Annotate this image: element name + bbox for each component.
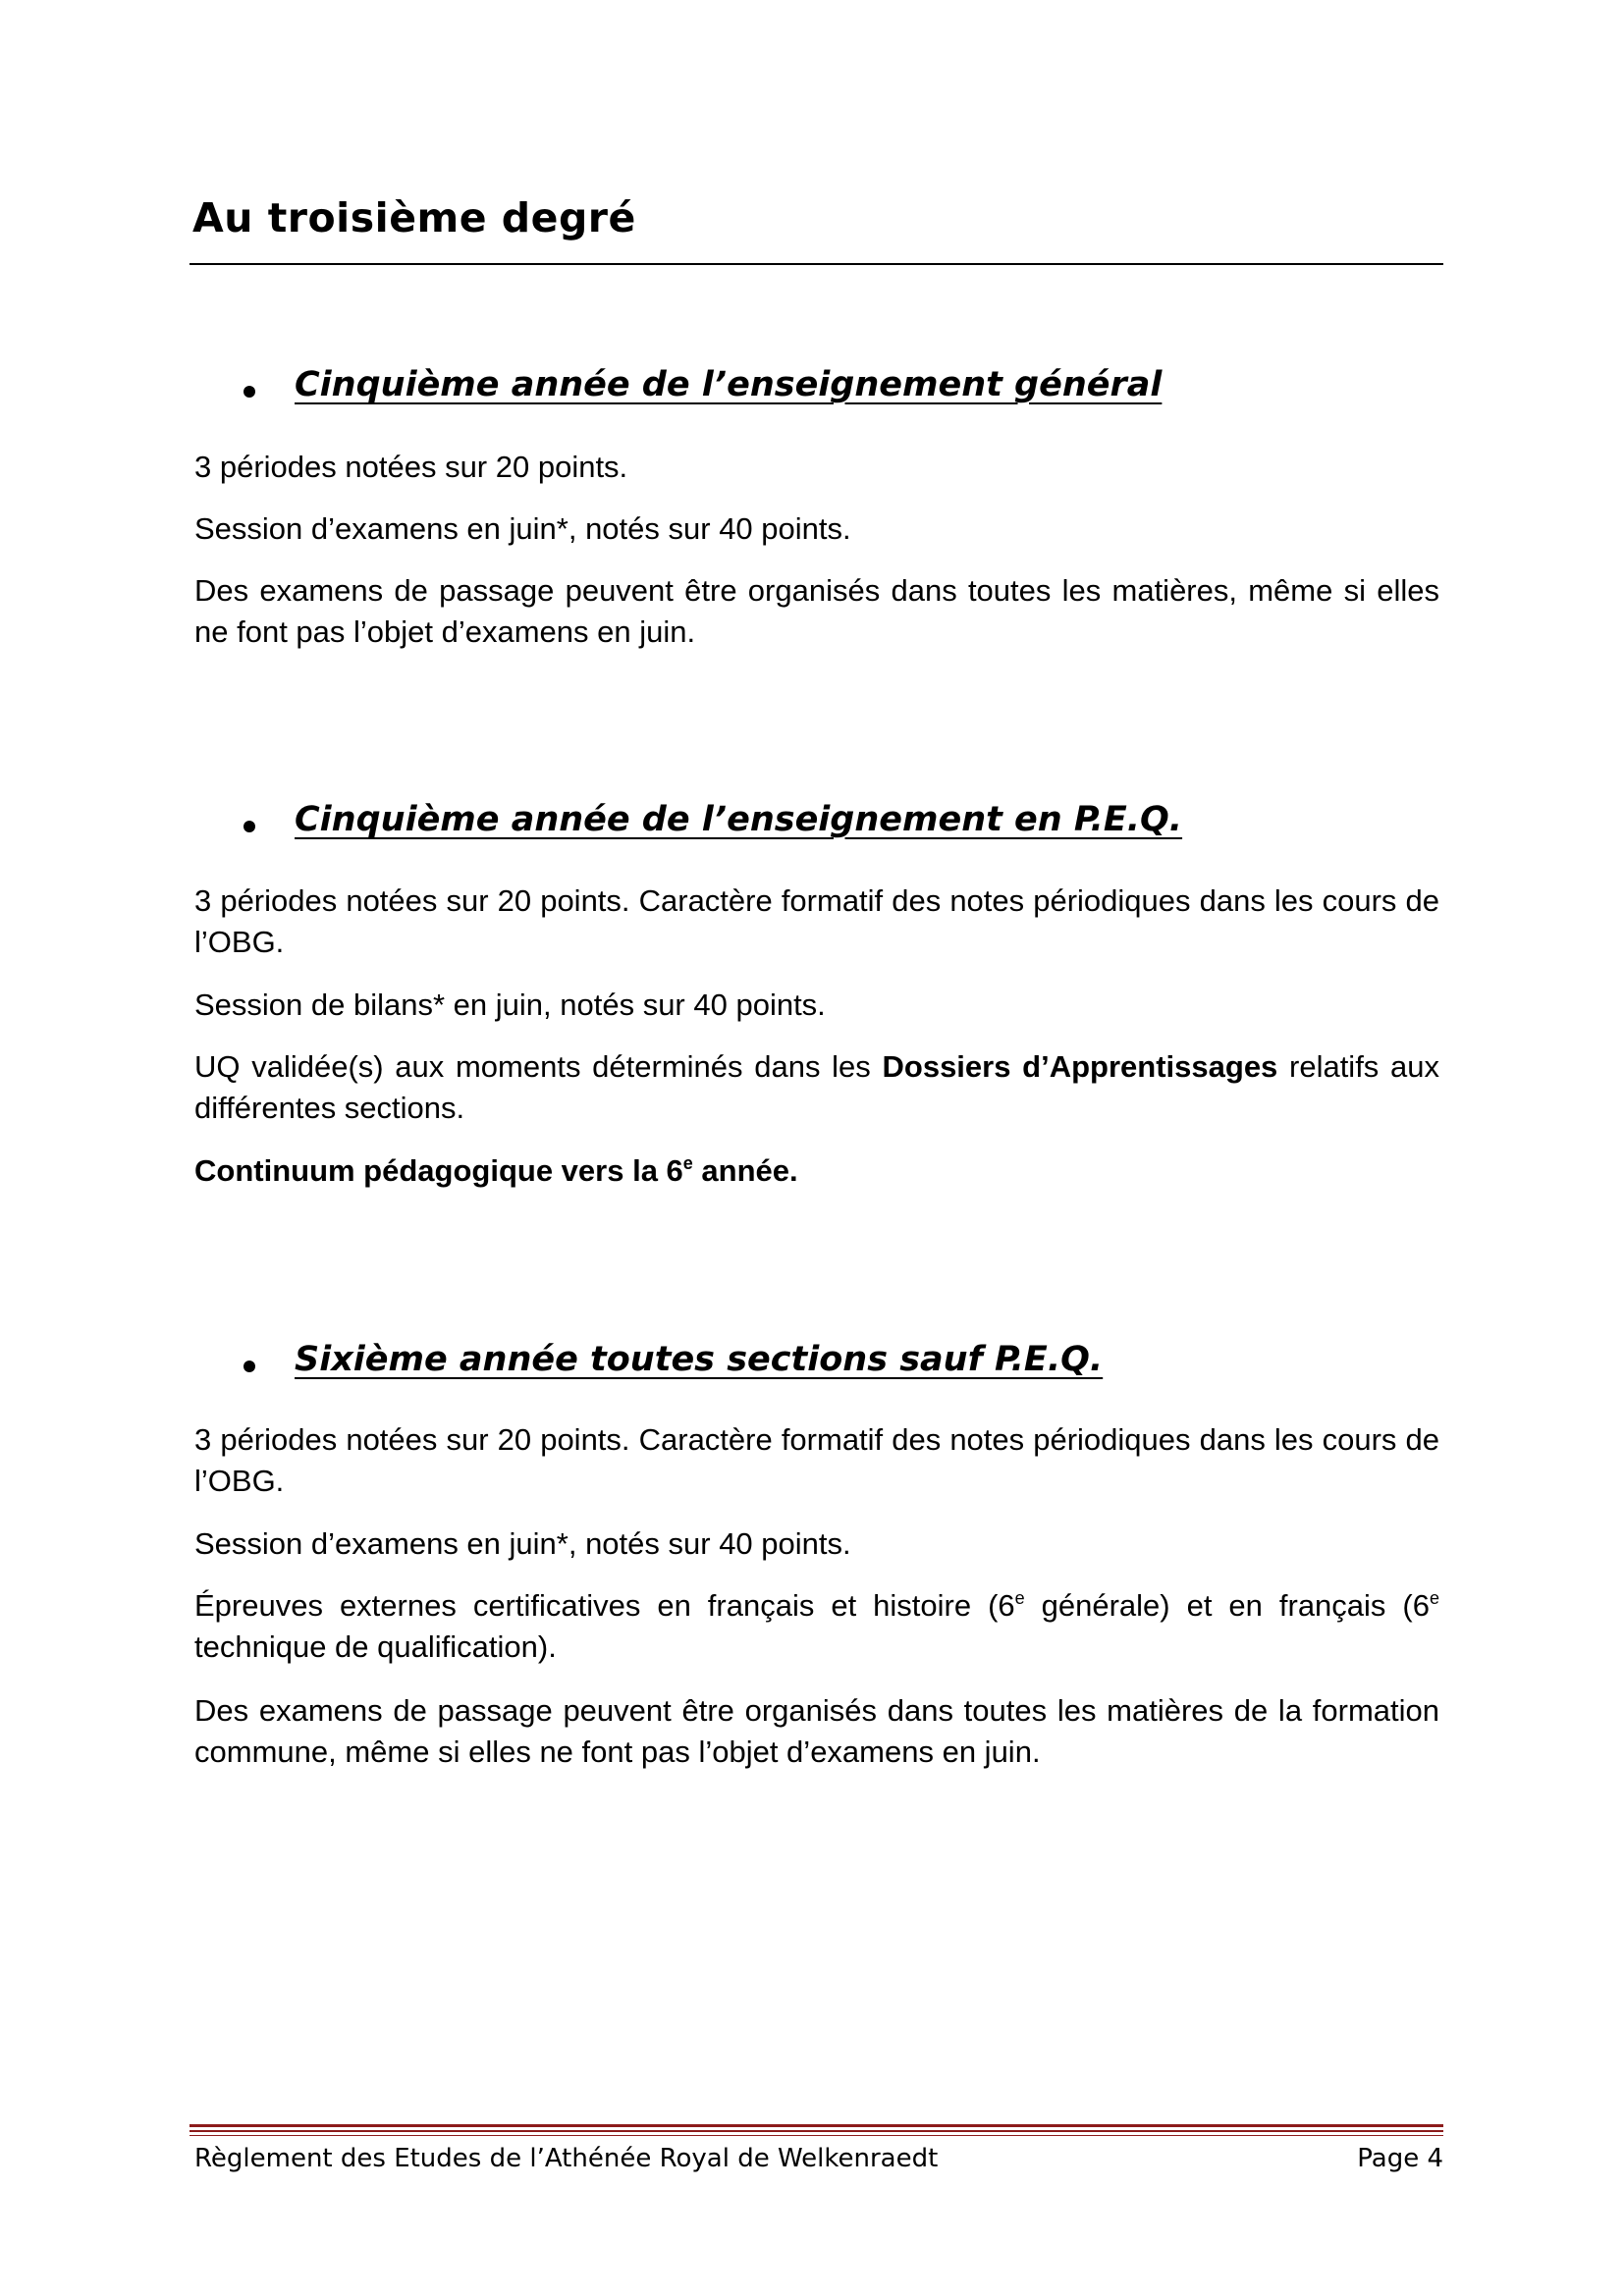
paragraph: Session d’examens en juin*, notés sur 40 points. — [194, 511, 851, 546]
section-title-sixieme: Sixième année toutes sections sauf P.E.Q. — [244, 1340, 1103, 1379]
footer-divider — [189, 2135, 1443, 2136]
paragraph: Des examens de passage peuvent être organisés dans toutes les matières de la formation commune, même si elles ne font pas l’objet d’examens en juin. — [194, 1693, 1439, 1769]
paragraph: Session de bilans* en juin, notés sur 40 points. — [194, 988, 826, 1022]
paragraph: 3 périodes notées sur 20 points. — [194, 450, 628, 484]
paragraph-continuum: Continuum pédagogique vers la 6e année. — [194, 1153, 798, 1188]
paragraph: Session d’examens en juin*, notés sur 40 points. — [194, 1526, 851, 1561]
footer-divider — [189, 2130, 1443, 2132]
dossiers-bold: Dossiers d’Apprentissages — [882, 1049, 1278, 1084]
footer-divider — [189, 2124, 1443, 2127]
paragraph: 3 périodes notées sur 20 points. Caractère formatif des notes périodiques dans les cours de l’OBG. — [194, 883, 1439, 959]
page-number: Page 4 — [1357, 2144, 1443, 2173]
paragraph: 3 périodes notées sur 20 points. Caractère formatif des notes périodiques dans les cours de l’OBG. — [194, 1422, 1439, 1498]
footer-document-title: Règlement des Etudes de l’Athénée Royal de Welkenraedt — [194, 2144, 939, 2173]
paragraph: Des examens de passage peuvent être organisés dans toutes les matières, même si elles ne font pas l’objet d’examens en juin. — [194, 573, 1439, 649]
heading-divider — [189, 263, 1443, 265]
bullet-icon — [244, 1361, 255, 1372]
section-title-general: Cinquième année de l’enseignement général — [244, 365, 1162, 404]
section-title-peq: Cinquième année de l’enseignement en P.E.Q. — [244, 800, 1182, 839]
paragraph-uq: UQ validée(s) aux moments déterminés dans les Dossiers d’Apprentissages relatifs aux différentes sections. — [194, 1049, 1439, 1125]
bullet-icon — [244, 821, 255, 832]
bullet-icon — [244, 386, 255, 398]
page-heading: Au troisième degré — [192, 194, 636, 241]
paragraph-epreuves: Épreuves externes certificatives en français et histoire (6e générale) et en français (6e technique de qualification). — [194, 1588, 1439, 1664]
